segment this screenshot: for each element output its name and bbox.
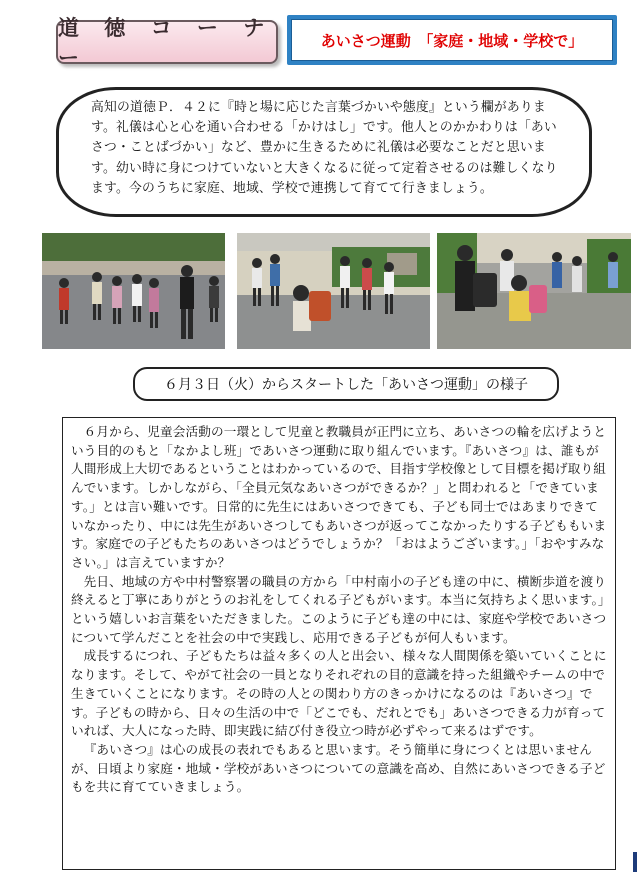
theme-banner	[287, 15, 617, 65]
article-paragraph: 先日、地域の方や中村警察署の職員の方から「中村南小の子ども達の中に、横断歩道を渡り終えると丁寧にありがとうのお礼をしてくれる子どもがいます。本当に気持ちよく思います。」という嬉しいお言葉をいただきました。このように子ども達の中には、家庭や学校であいさつについて学んだことを社会の中で実践し、応用できる子どもが何人もいます。	[71, 573, 607, 645]
page-title: 道 徳 コ ー ナ ー	[56, 20, 278, 64]
intro-oval	[56, 87, 592, 217]
photo-caption: ６月３日（火）からスタートした「あいさつ運動」の様子	[133, 367, 559, 401]
photo-greeting-children-backpacks	[437, 233, 631, 349]
photo-greeting-group-gate	[237, 233, 430, 349]
article-paragraph: 『あいさつ』は心の成長の表れでもあると思います。そう簡単に身につくとは思いませんが、日頃より家庭・地域・学校があいさつについての意識を高め、自然にあいさつできる子どもを共に育てていきましょう。	[71, 741, 606, 795]
article-paragraph: ６月から、児童会活動の一環として児童と教職員が正門に立ち、あいさつの輪を広げようという目的のもと「なかよし班」であいさつ運動に取り組んでいます。『あいさつ』は、誰もが人間形成上大切であるということはわかっているので、目指す学校像として目標を掲げ取り組んでいます。しかしながら、「全員元気なあいさつができるか？」と問われると「できています。」とは言い難いです。日常的に先生にはあいさつできても、子ども同士ではあまりできていなかったり、中には先生があいさつしてもあいさつが返ってこなかったりする子どももいます。家庭での子どもたちのあいさつはどうでしょうか？「おはようございます。」「おやすみなさい。」は言えていますか？	[71, 424, 607, 570]
main-article-text	[71, 423, 607, 797]
intro-text: 高知の道徳Ｐ．４２に『時と場に応じた言葉づかいや態度』という欄があります。礼儀は心と心を通い合わせる「かけはし」です。他人とのかかわりは「あいさつ・ことばづかい」など、豊かに生きるために礼儀は必要なことだと思います。幼い時に身につけていないと大きくなるに従って定着させるのは難しくなります。今のうちに家庭、地域、学校で連携して育てて行きましょう。	[91, 100, 558, 196]
article-paragraph: 成長するにつれ、子どもたちは益々多くの人と出会い、様々な人間関係を築いていくことになります。そして、やがて社会の一員となりそれぞれの目的意識を持った組織やチームの中で生きていくことになります。その時の人との関わり方のきっかけになるのは『あいさつ』です。子どもの時から、日々の生活の中で「どこでも、だれとでも」あいさつできる力が育っていれば、大人になった時、即実践に結び付き役立つ時が必ずやって来るはずです。	[71, 648, 607, 739]
edge-marker	[633, 852, 637, 872]
main-article-box	[62, 417, 616, 870]
photo-greeting-group-road	[42, 233, 225, 349]
theme-banner-text: あいさつ運動 「家庭・地域・学校で」	[291, 19, 613, 61]
